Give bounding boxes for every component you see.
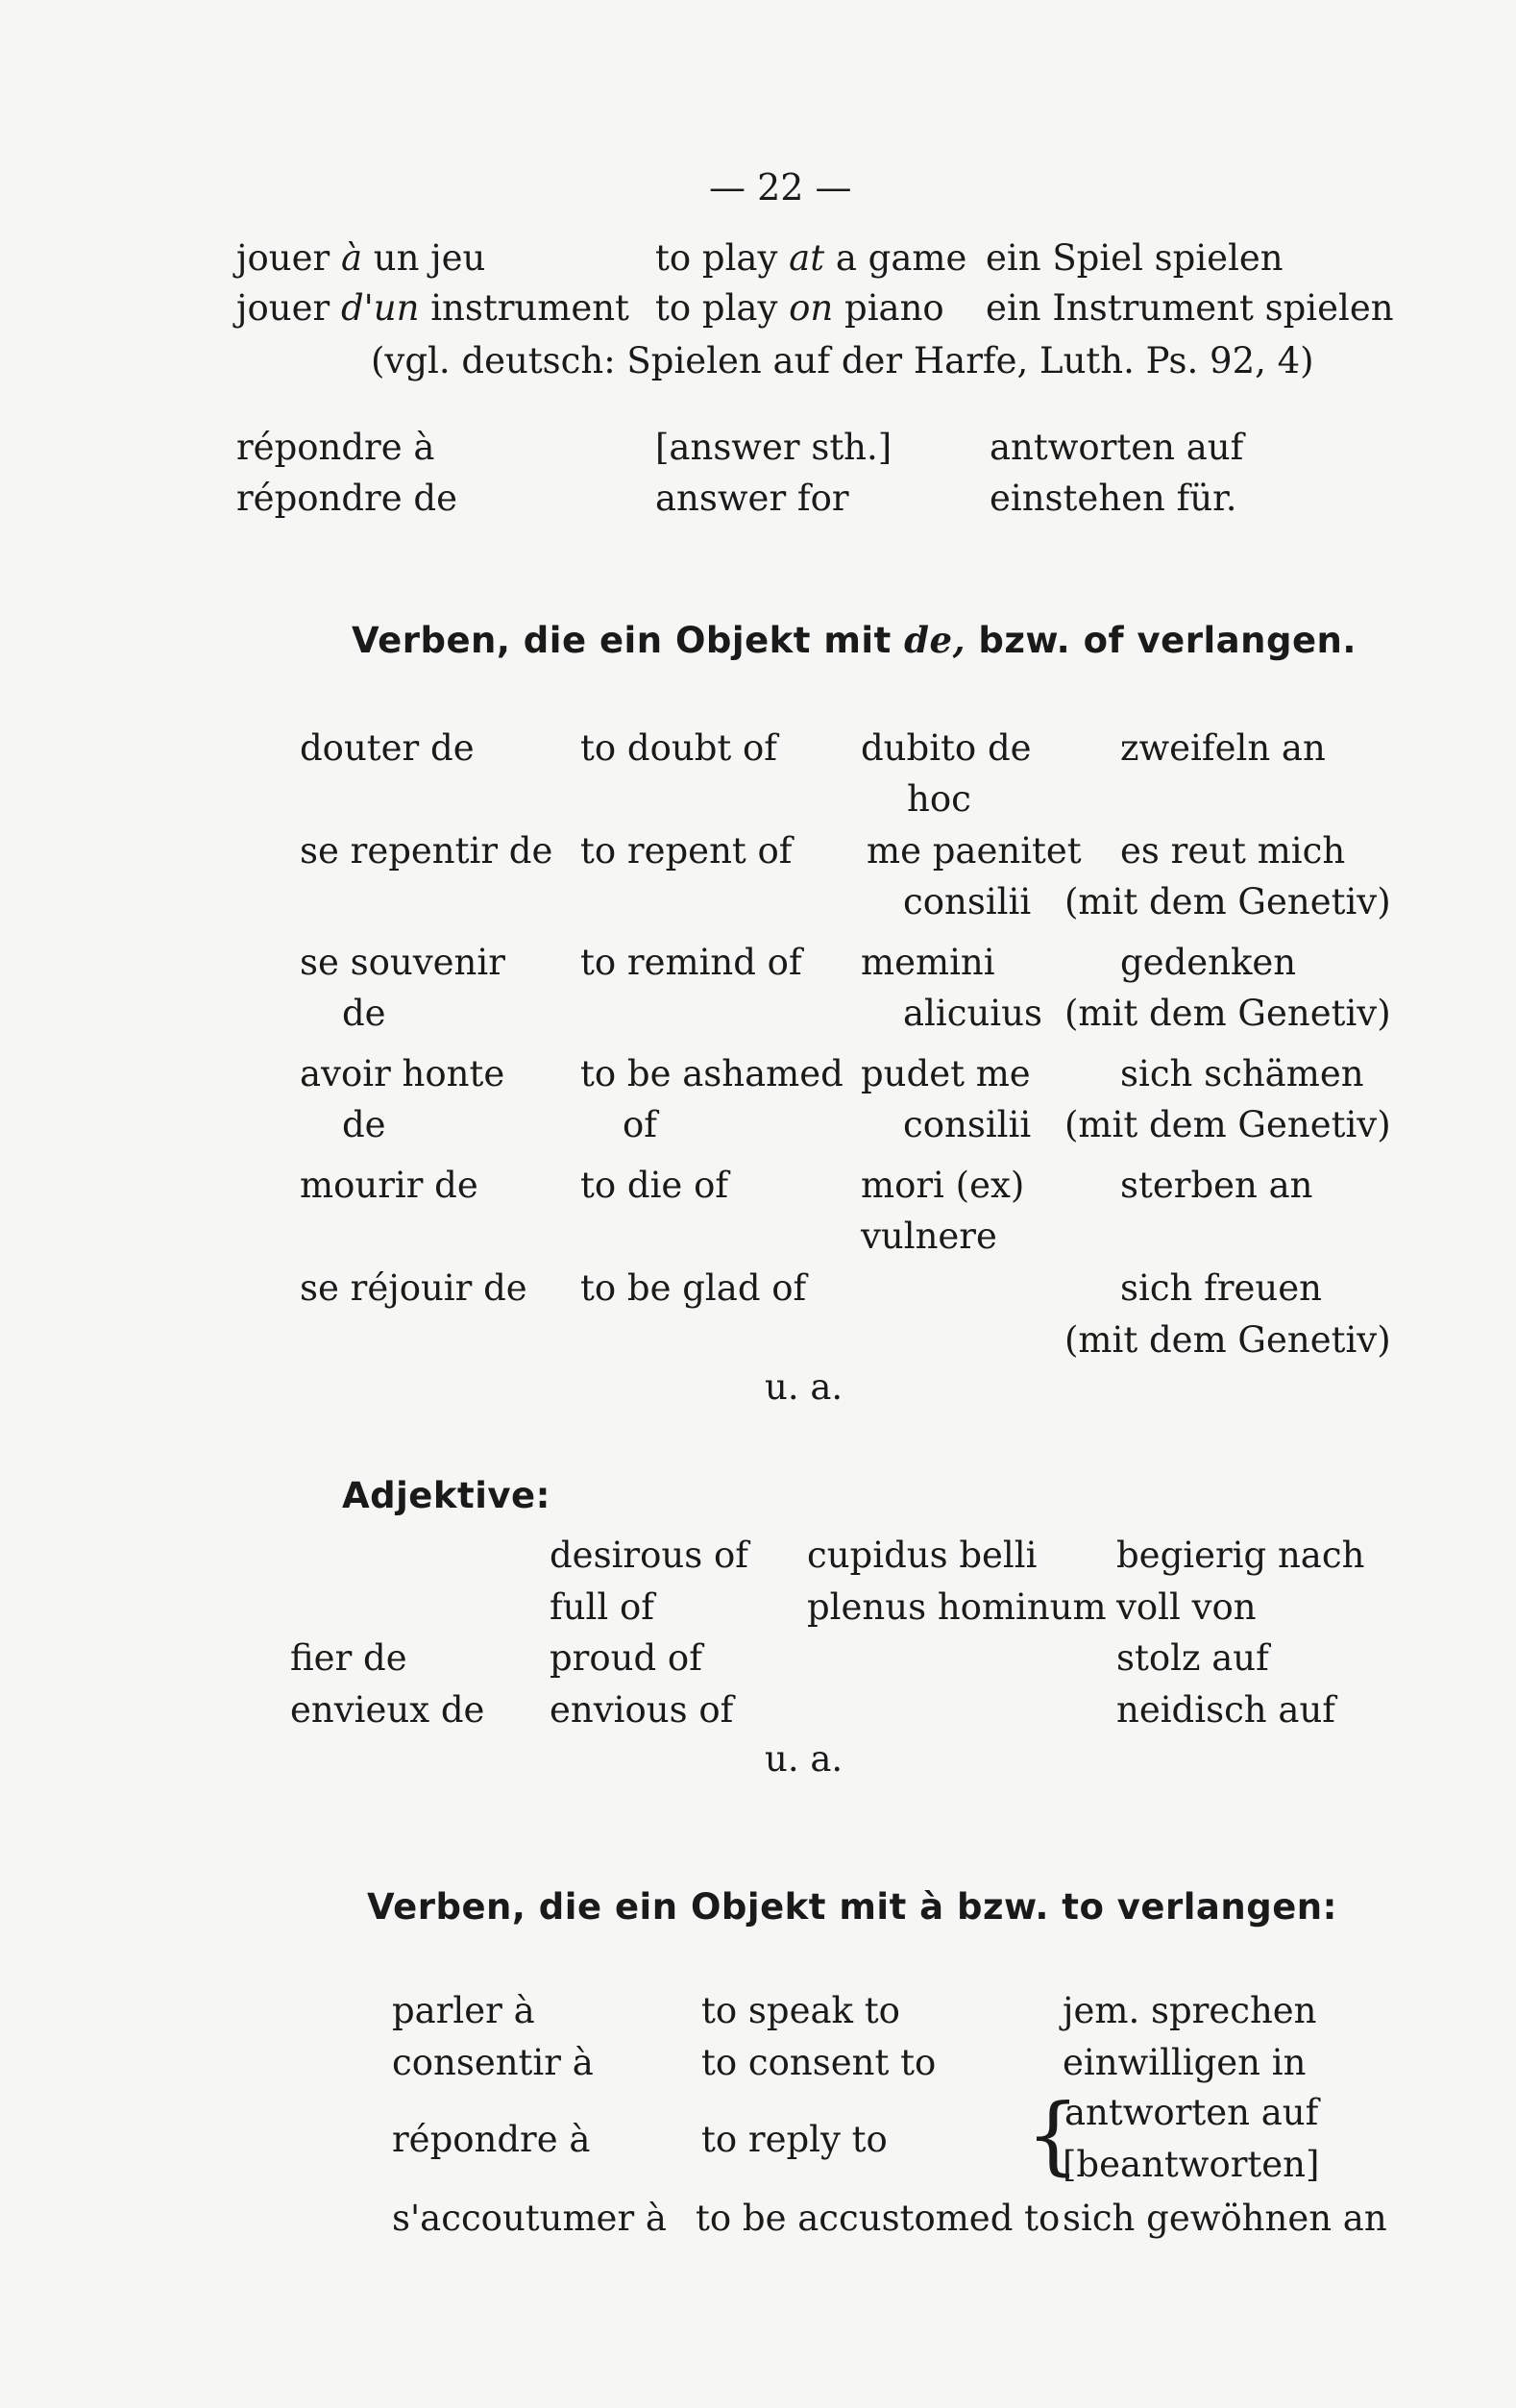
section2-heading: Adjektive:	[342, 1475, 550, 1516]
s1-de: sich freuen	[1120, 1267, 1322, 1309]
s1-de: zweifeln an	[1120, 727, 1326, 769]
s2-fr: fier de	[290, 1637, 407, 1679]
s1-de: sich schämen	[1120, 1053, 1364, 1094]
s3-de: antworten auf	[1064, 2092, 1319, 2133]
repondre-fr-1: répondre de	[236, 478, 457, 519]
s2-en: desirous of	[550, 1535, 748, 1576]
s2-en: proud of	[550, 1637, 702, 1679]
s3-fr: consentir à	[392, 2042, 594, 2083]
s3-en: to be accustomed to	[696, 2198, 1061, 2239]
s1-la: mori (ex)	[861, 1165, 1025, 1206]
repondre-de-0: antworten auf	[990, 427, 1244, 468]
s1-la: dubito de	[861, 727, 1032, 769]
section1-ua: u. a.	[765, 1366, 844, 1408]
intro-en-0: to play at a game	[655, 237, 967, 279]
s3-de: sich gewöhnen an	[1063, 2198, 1387, 2239]
s3-de: einwilligen in	[1063, 2042, 1307, 2083]
s1-la: memini	[861, 942, 995, 983]
s1-en: of	[623, 1104, 657, 1145]
s1-la: pudet me	[861, 1053, 1031, 1094]
s2-fr: envieux de	[290, 1689, 485, 1731]
s1-fr: de	[342, 993, 386, 1034]
s1-de: sterben an	[1120, 1165, 1313, 1206]
s1-fr: avoir honte	[300, 1053, 505, 1094]
intro-note: (vgl. deutsch: Spielen auf der Harfe, Luth. Ps. 92, 4)	[371, 340, 1314, 381]
s2-en: envious of	[550, 1689, 734, 1731]
s1-de: (mit dem Genetiv)	[1064, 1319, 1391, 1361]
s3-de: jem. sprechen	[1063, 1990, 1317, 2031]
s3-en: to reply to	[701, 2119, 888, 2160]
s1-fr: mourir de	[300, 1165, 478, 1206]
s1-fr: se souvenir	[300, 942, 505, 983]
s2-de: voll von	[1116, 1586, 1257, 1628]
intro-de-0: ein Spiel spielen	[986, 237, 1284, 279]
s1-la: hoc	[907, 778, 971, 820]
intro-de-1: ein Instrument spielen	[986, 287, 1394, 329]
s3-en: to speak to	[701, 1990, 900, 2031]
s2-en: full of	[550, 1586, 654, 1628]
s2-la: cupidus belli	[807, 1535, 1038, 1576]
page-number: — 22 —	[709, 166, 852, 209]
repondre-en-1: answer for	[655, 478, 849, 519]
intro-en-1: to play on piano	[655, 287, 944, 329]
repondre-en-0: [answer sth.]	[655, 427, 892, 468]
s1-fr: de	[342, 1104, 386, 1145]
s1-fr: se réjouir de	[300, 1267, 527, 1309]
s2-de: neidisch auf	[1116, 1689, 1335, 1731]
section3-heading: Verben, die ein Objekt mit à bzw. to verlangen:	[367, 1886, 1337, 1928]
s1-la: alicuius	[903, 993, 1042, 1034]
s1-fr: se repentir de	[300, 830, 553, 872]
s1-de: (mit dem Genetiv)	[1064, 1104, 1391, 1145]
curly-brace-icon: {	[1026, 2085, 1080, 2184]
s3-de: [beantworten]	[1063, 2144, 1320, 2185]
repondre-fr-0: répondre à	[236, 427, 435, 468]
intro-fr-0: jouer à un jeu	[236, 237, 486, 279]
s3-fr: parler à	[392, 1990, 535, 2031]
s3-fr: répondre à	[392, 2119, 591, 2160]
s2-la: plenus hominum	[807, 1586, 1107, 1628]
s1-en: to die of	[580, 1165, 729, 1206]
s1-la: consilii	[903, 881, 1032, 922]
intro-fr-1: jouer d'un instrument	[236, 287, 629, 329]
s1-en: to remind of	[580, 942, 802, 983]
s1-la: me paenitet	[867, 830, 1082, 872]
s1-fr: douter de	[300, 727, 475, 769]
s1-de: (mit dem Genetiv)	[1064, 881, 1391, 922]
s3-fr: s'accoutumer à	[392, 2198, 667, 2239]
s1-de: (mit dem Genetiv)	[1064, 993, 1391, 1034]
s1-en: to be ashamed	[580, 1053, 844, 1094]
s3-en: to consent to	[701, 2042, 937, 2083]
s2-de: begierig nach	[1116, 1535, 1365, 1576]
s1-en: to doubt of	[580, 727, 777, 769]
s1-la: vulnere	[861, 1216, 997, 1257]
section1-heading: Verben, die ein Objekt mit de, bzw. of verlangen.	[352, 619, 1357, 661]
section2-ua: u. a.	[765, 1738, 844, 1780]
s1-de: gedenken	[1120, 942, 1297, 983]
s1-en: to be glad of	[580, 1267, 807, 1309]
s1-la: consilii	[903, 1104, 1032, 1145]
s2-de: stolz auf	[1116, 1637, 1269, 1679]
repondre-de-1: einstehen für.	[990, 478, 1237, 519]
s1-en: to repent of	[580, 830, 793, 872]
s1-de: es reut mich	[1120, 830, 1346, 872]
